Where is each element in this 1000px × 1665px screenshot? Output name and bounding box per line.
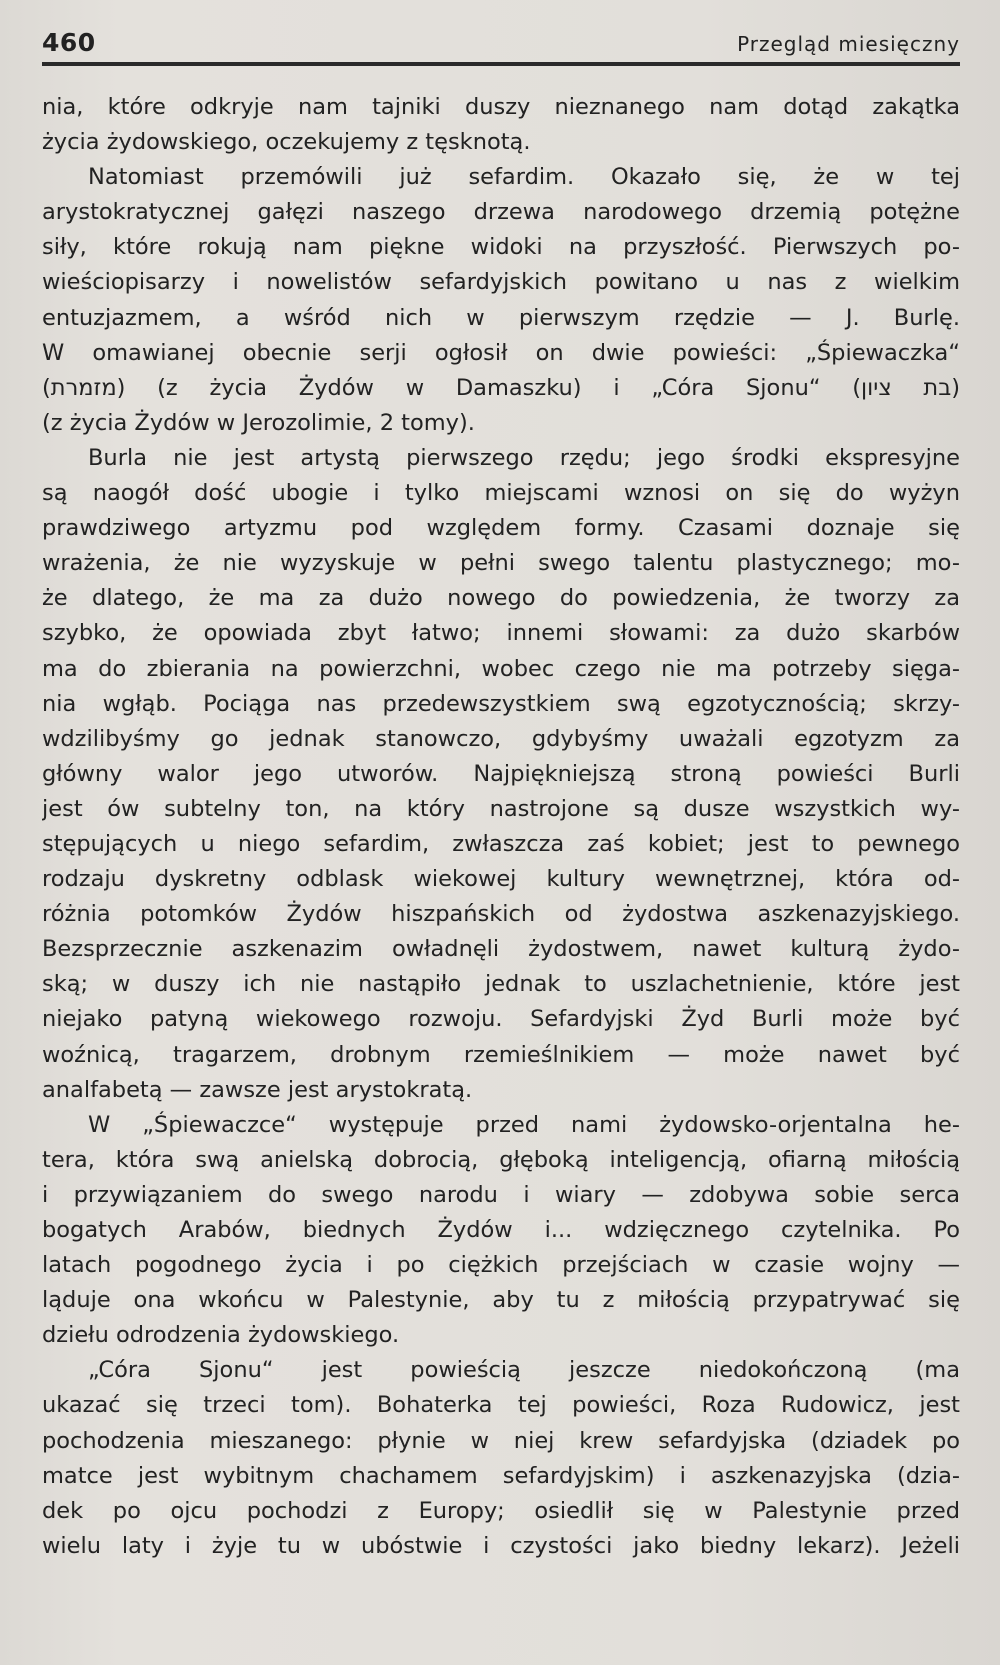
text-line: analfabetą — zawsze jest arystokratą. — [42, 1076, 473, 1103]
text-line: główny walor jego utworów. Najpiękniejszą stroną powieści Burli — [42, 760, 960, 787]
text-line: siły, które rokują nam piękne widoki na przyszłość. Pierwszych po- — [42, 234, 960, 261]
text-line: prawdziwego artyzmu pod względem formy. Czasami doznaje się — [42, 515, 960, 542]
text-line: (מזמרת) (z życia Żydów w Damaszku) i „Córa Sjonu“ (בת ציון) — [42, 374, 960, 401]
text-line: wdzilibyśmy go jednak stanowczo, gdybyśmy uważali egzotyzm za — [42, 725, 960, 752]
text-line: są naogół dość ubogie i tylko miejscami wznosi on się do wyżyn — [42, 480, 960, 507]
text-line: tera, która swą anielską dobrocią, głęboką inteligencją, ofiarną miłością — [42, 1146, 960, 1173]
body-text — [42, 90, 960, 1564]
text-line: matce jest wybitnym chachamem sefardyjskim) i aszkenazyjska (dzia- — [42, 1462, 960, 1489]
text-line: dek po ojcu pochodzi z Europy; osiedlił się w Palestynie przed — [42, 1497, 960, 1524]
text-line: arystokratycznej gałęzi naszego drzewa narodowego drzemią potężne — [42, 199, 960, 226]
text-line: wrażenia, że nie wyzyskuje w pełni swego talentu plastycznego; mo- — [42, 550, 960, 577]
text-line: „Córa Sjonu“ jest powieścią jeszcze niedokończoną (ma — [88, 1357, 960, 1384]
text-line: ukazać się trzeci tom). Bohaterka tej powieści, Roza Rudowicz, jest — [42, 1392, 960, 1419]
text-line: latach pogodnego życia i po ciężkich przejściach w czasie wojny — — [42, 1252, 960, 1279]
text-line: ma do zbierania na powierzchni, wobec czego nie ma potrzeby sięga- — [42, 655, 960, 682]
text-line: woźnicą, tragarzem, drobnym rzemieślnikiem — może nawet być — [42, 1041, 960, 1068]
text-line: że dlatego, że ma za dużo nowego do powiedzenia, że tworzy za — [42, 585, 960, 612]
text-line: wieściopisarzy i nowelistów sefardyjskich powitano u nas z wielkim — [42, 269, 960, 296]
page-header — [42, 22, 960, 62]
text-line: W omawianej obecnie serji ogłosił on dwie powieści: „Śpiewaczka“ — [42, 339, 960, 366]
text-line: niejako patyną wiekowego rozwoju. Sefardyjski Żyd Burli może być — [42, 1006, 960, 1033]
text-line: różnia potomków Żydów hiszpańskich od żydostwa aszkenazyjskiego. — [42, 901, 960, 928]
text-line: (z życia Żydów w Jerozolimie, 2 tomy). — [42, 409, 475, 436]
text-line: ską; w duszy ich nie nastąpiło jednak to uszlachetnienie, które jest — [42, 971, 960, 998]
text-line: W „Śpiewaczce“ występuje przed nami żydowsko-orjentalna he- — [88, 1111, 960, 1138]
text-line: Natomiast przemówili już sefardim. Okazało się, że w tej — [88, 164, 960, 191]
text-line: szybko, że opowiada zbyt łatwo; innemi słowami: za dużo skarbów — [42, 620, 960, 647]
text-line: życia żydowskiego, oczekujemy z tęsknotą. — [42, 129, 531, 156]
text-line: jest ów subtelny ton, na który nastrojone są dusze wszystkich wy- — [42, 795, 960, 822]
text-line: ląduje ona wkońcu w Palestynie, aby tu z miłością przypatrywać się — [42, 1287, 960, 1314]
text-line: i przywiązaniem do swego narodu i wiary — zdobywa sobie serca — [42, 1181, 960, 1208]
text-line: stępujących u niego sefardim, zwłaszcza zaś kobiet; jest to pewnego — [42, 830, 960, 857]
text-line: rodzaju dyskretny odblask wiekowej kultury wewnętrznej, która od- — [42, 866, 960, 893]
text-line: Bezsprzecznie aszkenazim owładnęli żydostwem, nawet kulturą żydo- — [42, 936, 960, 963]
running-title: Przegląd miesięczny — [737, 32, 960, 56]
page-number: 460 — [42, 28, 96, 57]
text-line: nia, które odkryje nam tajniki duszy nieznanego nam dotąd zakątka — [42, 94, 960, 120]
text-line: wielu laty i żyje tu w ubóstwie i czystości jako biedny lekarz). Jeżeli — [42, 1532, 960, 1559]
text-line: bogatych Arabów, biednych Żydów i... wdzięcznego czytelnika. Po — [42, 1217, 960, 1243]
text-line: pochodzenia mieszanego: płynie w niej krew sefardyjska (dziadek po — [42, 1427, 960, 1454]
text-line: dziełu odrodzenia żydowskiego. — [42, 1322, 400, 1349]
text-line: nia wgłąb. Pociąga nas przedewszystkiem swą egzotycznością; skrzy- — [42, 690, 960, 717]
header-rule — [42, 62, 960, 66]
text-line: entuzjazmem, a wśród nich w pierwszym rzędzie — J. Burlę. — [42, 304, 960, 331]
text-line: Burla nie jest artystą pierwszego rzędu; jego środki ekspresyjne — [88, 444, 960, 471]
